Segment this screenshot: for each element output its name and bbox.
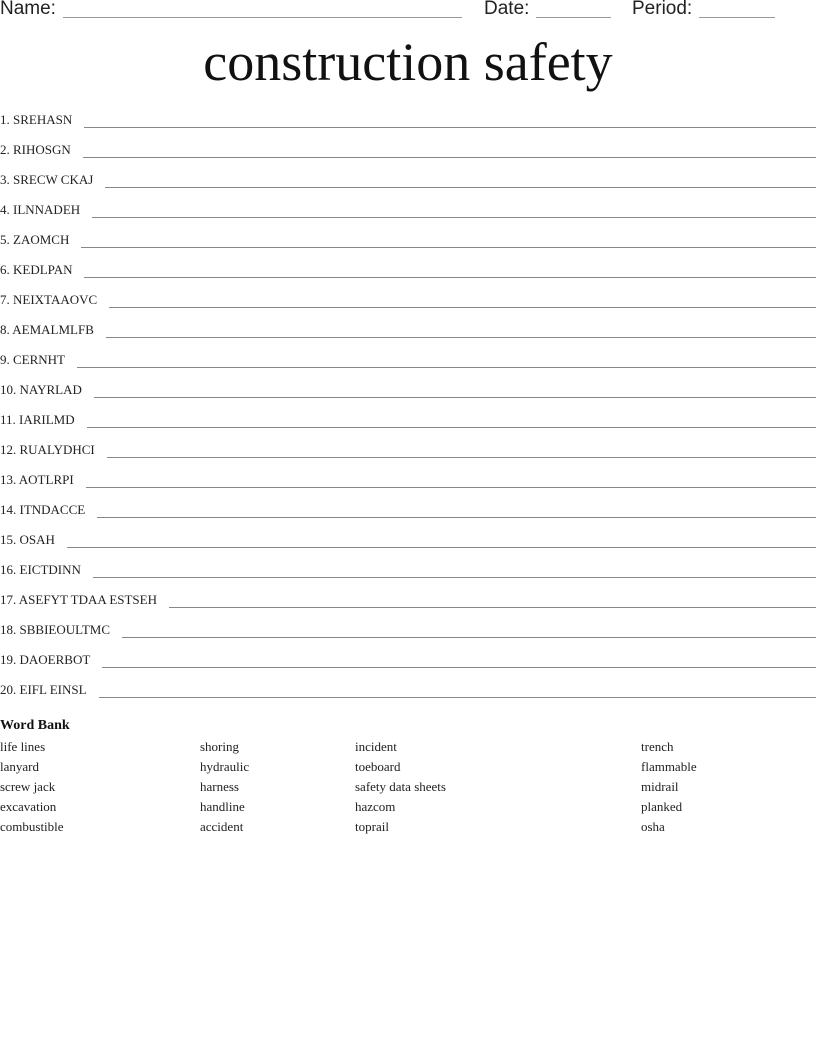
- answer-line[interactable]: [67, 547, 816, 548]
- answer-line[interactable]: [105, 187, 816, 188]
- scrambled-word: 10. NAYRLAD: [0, 382, 82, 397]
- answer-line[interactable]: [102, 667, 816, 668]
- question-row: [0, 201, 816, 231]
- word-bank-item: flammable: [641, 759, 697, 774]
- scrambled-word: 17. ASEFYT TDAA ESTSEH: [0, 592, 157, 607]
- answer-line[interactable]: [109, 307, 816, 308]
- scrambled-word: 11. IARILMD: [0, 412, 75, 427]
- answer-line[interactable]: [94, 397, 816, 398]
- question-row: [0, 381, 816, 411]
- question-row: [0, 651, 816, 681]
- answer-line[interactable]: [106, 337, 816, 338]
- word-bank-item: osha: [641, 819, 665, 834]
- question-row: [0, 561, 816, 591]
- name-label: Name:: [0, 0, 56, 19]
- word-bank-column: [0, 738, 64, 838]
- word-bank-item: toeboard: [355, 759, 401, 774]
- scrambled-word: 13. AOTLRPI: [0, 472, 74, 487]
- word-bank-title: Word Bank: [0, 718, 70, 733]
- scrambled-word: 4. ILNNADEH: [0, 202, 81, 217]
- word-bank-item: planked: [641, 799, 683, 814]
- answer-line[interactable]: [122, 637, 816, 638]
- period-label: Period:: [632, 0, 693, 19]
- scrambled-word: 8. AEMALMLFB: [0, 322, 94, 337]
- scrambled-word: 12. RUALYDHCI: [0, 442, 95, 457]
- name-blank: [63, 17, 462, 18]
- scrambled-word: 14. ITNDACCE: [0, 502, 86, 517]
- answer-line[interactable]: [93, 577, 816, 578]
- word-bank-item: trench: [641, 739, 674, 754]
- period-blank: [699, 17, 775, 18]
- date-label: Date:: [484, 0, 530, 19]
- word-bank-item: accident: [200, 819, 244, 834]
- scrambled-word: 2. RIHOSGN: [0, 142, 71, 157]
- word-bank-item: safety data sheets: [355, 779, 446, 794]
- question-row: [0, 441, 816, 471]
- date-blank: [536, 17, 611, 18]
- answer-line[interactable]: [77, 367, 816, 368]
- word-bank-item: midrail: [641, 779, 679, 794]
- question-list: [0, 111, 816, 711]
- scrambled-word: 19. DAOERBOT: [0, 652, 91, 667]
- scrambled-word: 3. SRECW CKAJ: [0, 172, 94, 187]
- scrambled-word: 9. CERNHT: [0, 352, 65, 367]
- question-row: [0, 351, 816, 381]
- question-row: [0, 621, 816, 651]
- answer-line[interactable]: [84, 277, 816, 278]
- question-row: [0, 171, 816, 201]
- question-row: [0, 531, 816, 561]
- word-bank-item: incident: [355, 739, 397, 754]
- answer-line[interactable]: [84, 127, 816, 128]
- question-row: [0, 591, 816, 621]
- question-row: [0, 411, 816, 441]
- question-row: [0, 321, 816, 351]
- answer-line[interactable]: [81, 247, 816, 248]
- scrambled-word: 1. SREHASN: [0, 112, 73, 127]
- question-row: [0, 681, 816, 711]
- word-bank-column: [355, 738, 446, 838]
- word-bank-item: hydraulic: [200, 759, 250, 774]
- question-row: [0, 501, 816, 531]
- student-info-header: [0, 0, 816, 22]
- word-bank-item: shoring: [200, 739, 239, 754]
- word-bank-item: harness: [200, 779, 239, 794]
- question-row: [0, 291, 816, 321]
- question-row: [0, 471, 816, 501]
- word-bank-item: screw jack: [0, 779, 56, 794]
- scrambled-word: 7. NEIXTAAOVC: [0, 292, 98, 307]
- answer-line[interactable]: [97, 517, 816, 518]
- scrambled-word: 16. EICTDINN: [0, 562, 81, 577]
- word-bank-column: [641, 738, 697, 838]
- answer-line[interactable]: [92, 217, 816, 218]
- question-row: [0, 231, 816, 261]
- word-bank-column: [200, 738, 249, 838]
- page-title: construction safety: [203, 32, 613, 92]
- word-bank-item: toprail: [355, 819, 389, 834]
- question-row: [0, 141, 816, 171]
- scrambled-word: 15. OSAH: [0, 532, 55, 547]
- answer-line[interactable]: [83, 157, 816, 158]
- word-bank-item: hazcom: [355, 799, 396, 814]
- word-bank-item: excavation: [0, 799, 57, 814]
- scrambled-word: 6. KEDLPAN: [0, 262, 73, 277]
- answer-line[interactable]: [169, 607, 816, 608]
- word-bank-item: life lines: [0, 739, 46, 754]
- word-bank-item: combustible: [0, 819, 64, 834]
- answer-line[interactable]: [99, 697, 816, 698]
- word-bank-item: lanyard: [0, 759, 39, 774]
- scrambled-word: 18. SBBIEOULTMC: [0, 622, 111, 637]
- answer-line[interactable]: [86, 487, 816, 488]
- answer-line[interactable]: [87, 427, 816, 428]
- answer-line[interactable]: [107, 457, 816, 458]
- question-row: [0, 111, 816, 141]
- scrambled-word: 20. EIFL EINSL: [0, 682, 87, 697]
- question-row: [0, 261, 816, 291]
- word-bank-item: handline: [200, 799, 245, 814]
- scrambled-word: 5. ZAOMCH: [0, 232, 70, 247]
